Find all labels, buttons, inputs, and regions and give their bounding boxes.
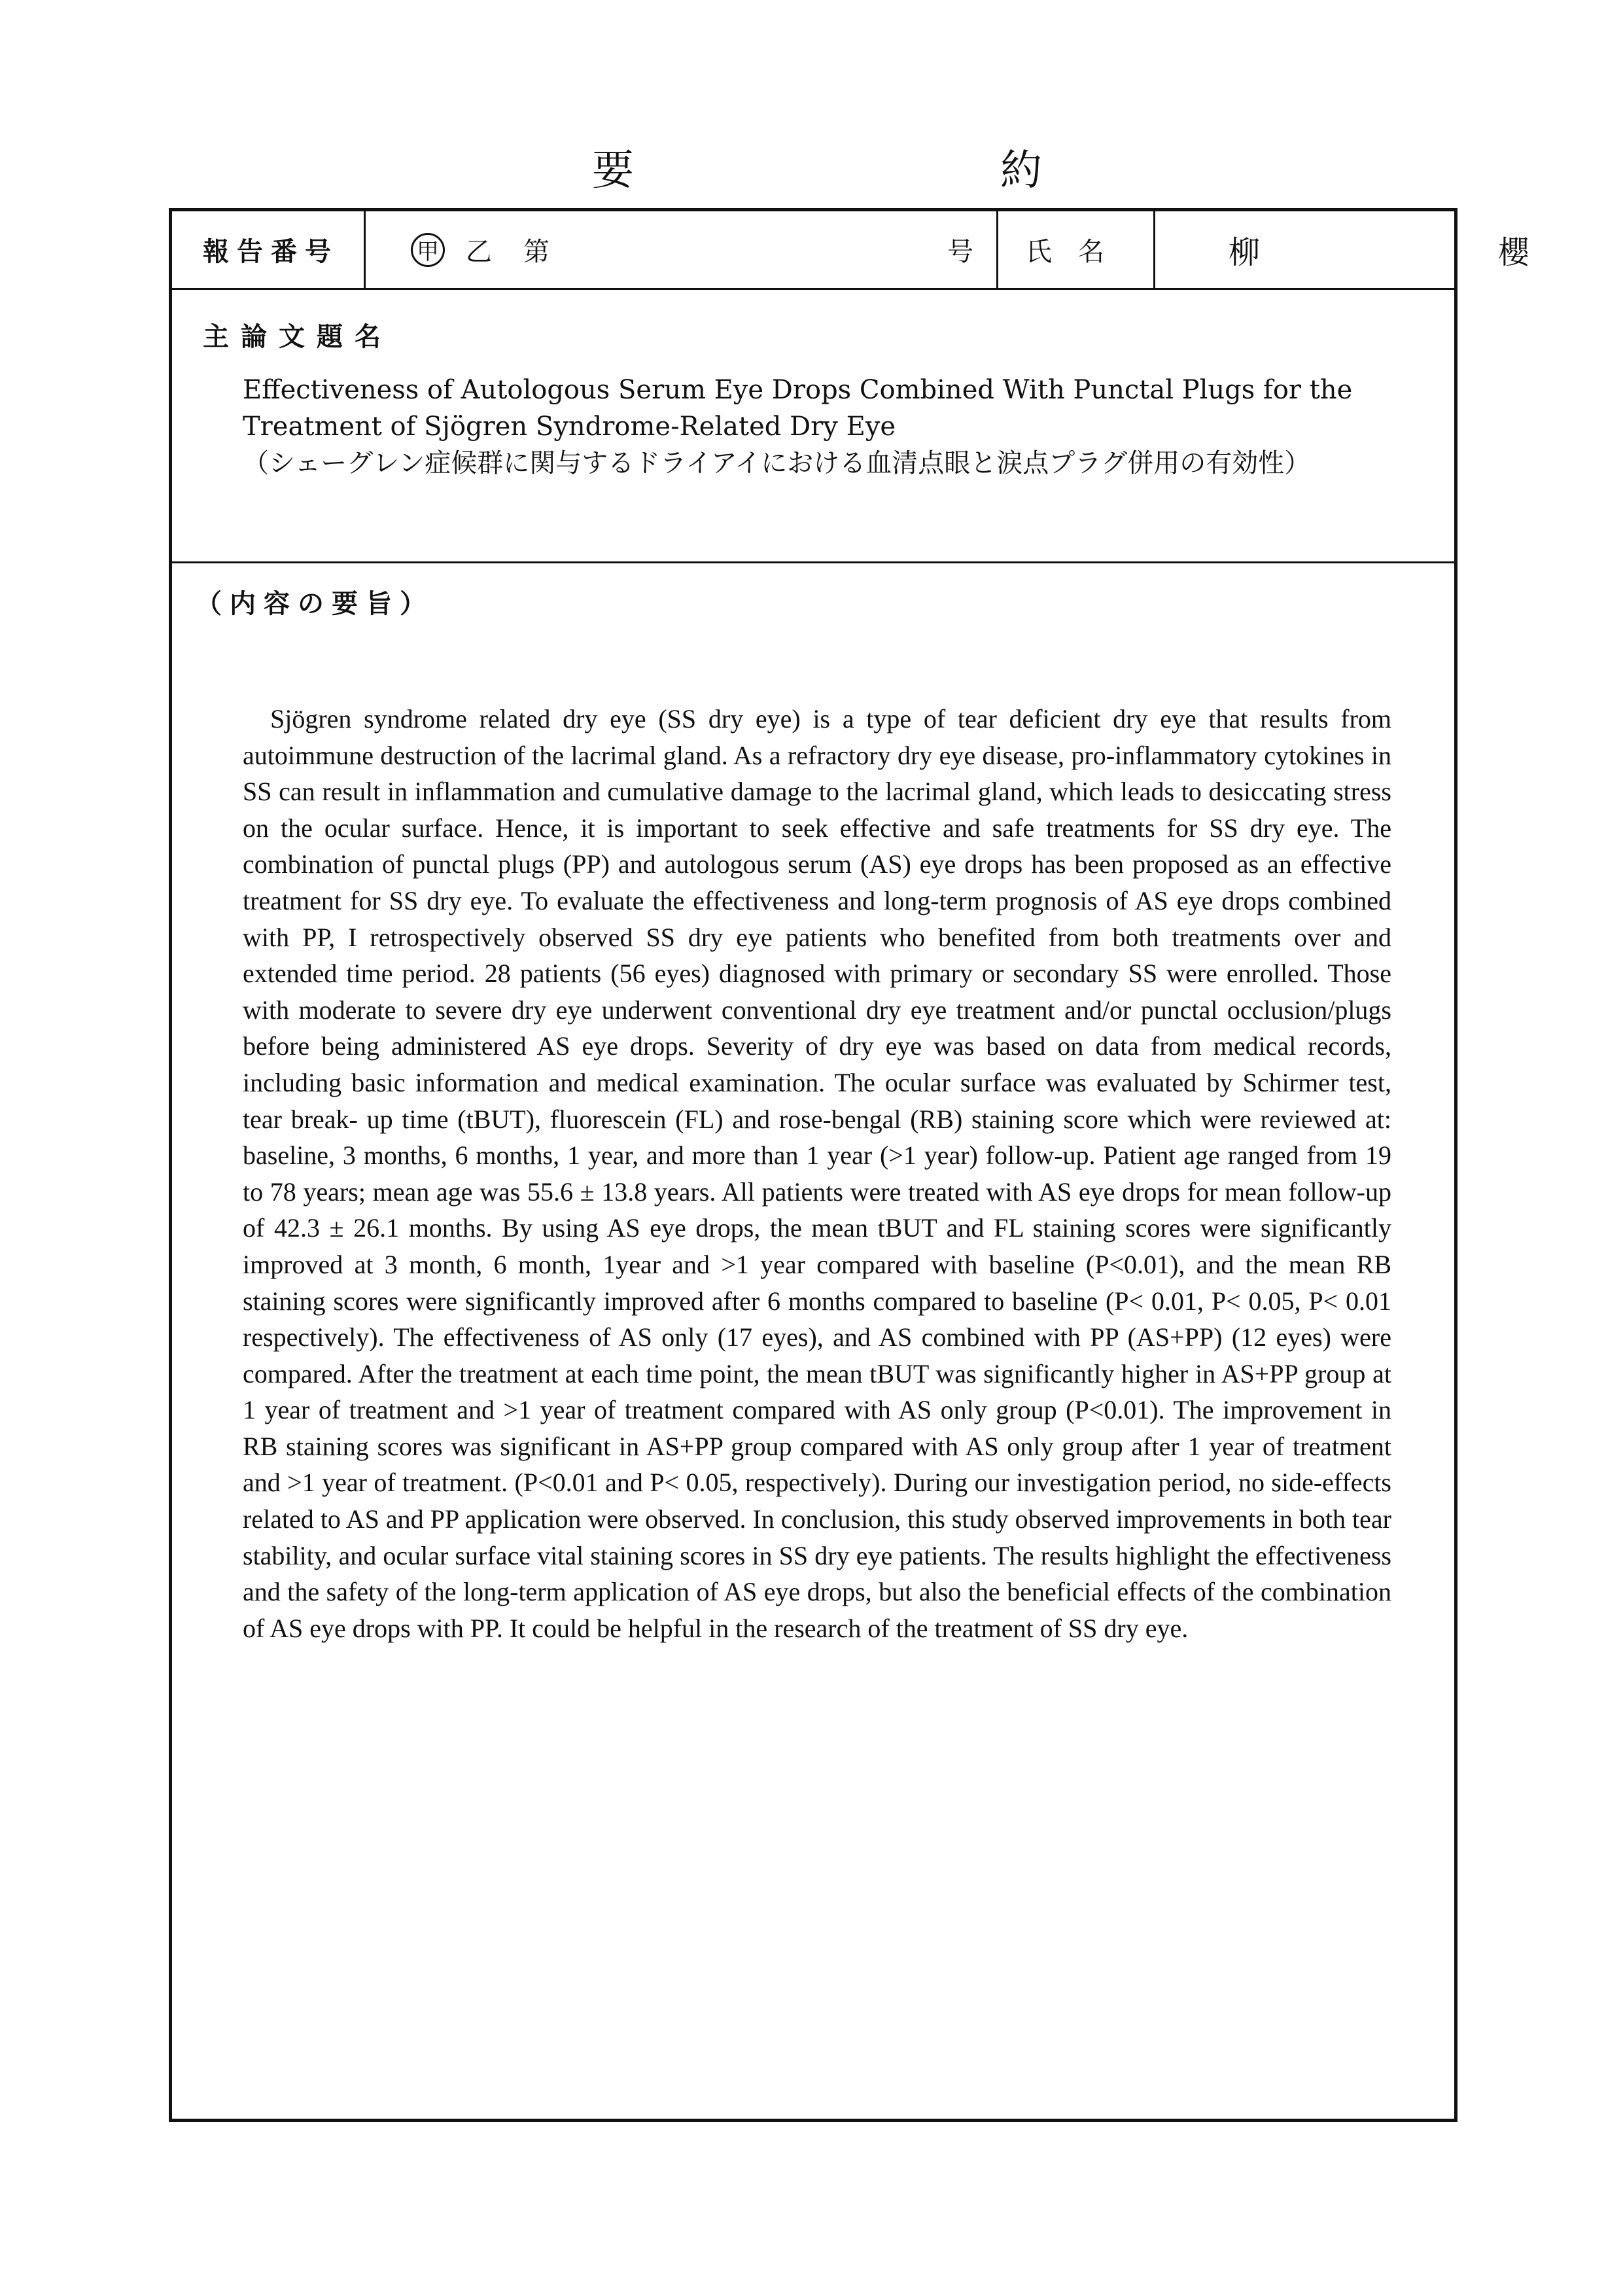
- summary-form: [169, 208, 1529, 2122]
- name-value-cell: [1229, 211, 1529, 288]
- header-divider-3: [1153, 211, 1155, 288]
- name-label-cell: [1026, 211, 1143, 288]
- report-number-cell: [411, 211, 973, 288]
- summary-text: Sjögren syndrome related dry eye (SS dry eye) is a type of tear deficient dry eye that results from autoimmune destruction of the lacrimal gland. As a refractory dry eye disease, pro-inflammatory cytokines in SS can result in inflammation and cumulative damage to the lacrimal gland, which leads to desiccating stress on the ocular surface. Hence, it is important to seek effective and safe treatments for SS dry eye. The combination of punctal plugs (PP) and autologous serum (AS) eye drops has been proposed as an effective treatment for SS dry eye. To evaluate the effectiveness and long-term prognosis of AS eye drops combined with PP, I retrospectively observed SS dry eye patients who benefited from both treatments over and extended time period. 28 patients (56 eyes) diagnosed with primary or secondary SS were enrolled. Those with moderate to severe dry eye underwent conventional dry eye treatment and/or punctal occlusion/plugs before being administered AS eye drops. Severity of dry eye was based on data from medical records, including basic information and medical examination. The ocular surface was evaluated by Schirmer test, tear break- up time (tBUT), fluorescein (FL) and rose-bengal (RB) staining score which were reviewed at: baseline, 3 months, 6 months, 1 year, and more than 1 year (>1 year) follow-up. Patient age ranged from 19 to 78 years; mean age was 55.6 ± 13.8 years. All patients were treated with AS eye drops for mean follow-up of 42.3 ± 26.1 months. By using AS eye drops, the mean tBUT and FL staining scores were significantly improved at 3 month, 6 month, 1year and >1 year compared with baseline (P<0.01), and the mean RB staining scores were significantly improved after 6 months compared to baseline (P< 0.01, P< 0.05, P< 0.01 respectively). The effectiveness of AS only (17 eyes), and AS combined with PP (AS+PP) (12 eyes) were compared. After the treatment at each time point, the mean tBUT was significantly higher in AS+PP group at 1 year of treatment and >1 year of treatment compared with AS only group (P<0.01). The improvement in RB staining scores was significant in AS+PP group compared with AS only group after 1 year of treatment and >1 year of treatment. (P<0.01 and P< 0.05, respectively). During our investigation period, no side-effects related to AS and PP application were observed. In conclusion, this study observed improvements in both tear stability, and ocular surface vital staining scores in SS dry eye patients. The results highlight the effectiveness and the safety of the long-term application of AS eye drops, but also the beneficial effects of the combination of AS eye drops with PP. It could be helpful in the research of the treatment of SS dry eye.: [243, 704, 1391, 1643]
- title-bottom-rule: [172, 561, 1454, 563]
- ko-circle-mark: 甲: [411, 233, 445, 267]
- main-title-block: [243, 372, 1368, 482]
- go-label: 号: [947, 237, 973, 267]
- name-label: 氏 名: [1026, 237, 1104, 267]
- document-title-char-2: 約: [1000, 147, 1043, 195]
- otsu-label: 乙: [466, 237, 492, 267]
- name-given: 櫻: [1497, 234, 1529, 271]
- document-title-char-1: 要: [592, 147, 635, 195]
- summary-label: （内容の要旨）: [196, 589, 434, 619]
- header-bottom-rule: [172, 288, 1454, 290]
- name-family: 柳: [1229, 234, 1261, 271]
- document-title: [592, 137, 1043, 196]
- header-divider-2: [996, 211, 998, 288]
- main-title-english-line-2: Treatment of Sjögren Syndrome-Related Dry Eye: [243, 412, 896, 442]
- main-title-japanese: （シェーグレン症候群に関与するドライアイにおける血清点眼と涙点プラグ併用の有効性）: [243, 448, 1311, 478]
- main-title-label: 主論文題名: [203, 322, 393, 352]
- report-number-label-cell: [203, 211, 339, 288]
- summary-body: [243, 701, 1391, 1646]
- main-title-english-line-1: Effectiveness of Autologous Serum Eye Drops Combined With Punctal Plugs for the: [243, 375, 1353, 405]
- report-number-label: 報告番号: [203, 237, 339, 267]
- header-divider-1: [364, 211, 366, 288]
- dai-label: 第: [523, 237, 550, 267]
